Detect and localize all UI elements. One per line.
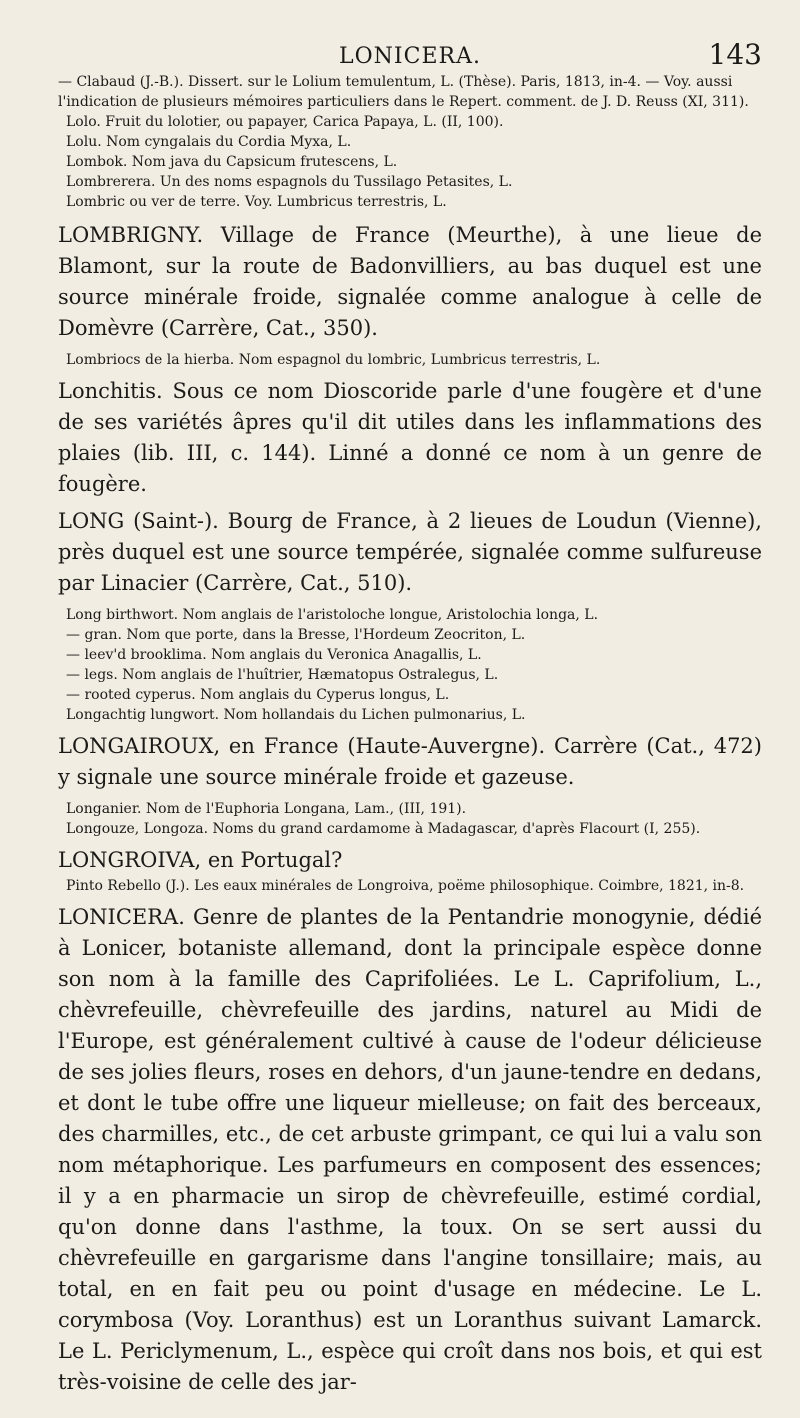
entry-lombriocs: Lombriocs de la hierba. Nom espagnol du lombric, Lumbricus terrestris, L. — [66, 352, 601, 368]
entry-long-birthwort: Long birthwort. Nom anglais de l'aristoloche longue, Aristolochia longa, L. — [66, 607, 599, 623]
entry-lolo: Lolo. Fruit du lolotier, ou papayer, Carica Papaya, L. (II, 100). — [66, 114, 504, 130]
entry-longanier: Longanier. Nom de l'Euphoria Longana, Lam., (III, 191). — [66, 801, 467, 817]
entry-long-saint: LONG (Saint-). Bourg de France, à 2 lieues de Loudun (Vienne), près duquel est une source tempérée, signalée comme sulfureuse par Linacier (Carrère, Cat., 510). — [58, 509, 762, 595]
entry-rooted-cyperus: — rooted cyperus. Nom anglais du Cyperus longus, L. — [66, 687, 450, 703]
entry-leevd-brooklima: — leev'd brooklima. Nom anglais du Veronica Anagallis, L. — [66, 647, 482, 663]
reference-pinto-rebello: Pinto Rebello (J.). Les eaux minérales de Longroiva, poëme philosophique. Coimbre, 1821, in-8. — [66, 878, 745, 894]
entry-lombok: Lombok. Nom java du Capsicum frutescens, L. — [66, 154, 398, 170]
entry-lombric: Lombric ou ver de terre. Voy. Lumbricus terrestris, L. — [66, 194, 447, 210]
entry-lonchitis: Lonchitis. Sous ce nom Dioscoride parle d'une fougère et d'une de ses variétés âpres qu'il dit utiles dans les inflammations des plaies (lib. III, c. 144). Linné a donné ce nom à un genre de fougère. — [58, 379, 762, 496]
page-number: 143 — [708, 38, 762, 71]
reference-clabaud: — Clabaud (J.-B.). Dissert. sur le Lolium temulentum, L. (Thèse). Paris, 1813, in-4. — Voy. aussi l'indication de plusieurs mémoires particuliers dans le Repert. comment. de J. D. Reuss (XI, 311). — [58, 74, 749, 110]
entry-long-gran: — gran. Nom que porte, dans la Bresse, l'Hordeum Zeocriton, L. — [66, 627, 526, 643]
entry-lonicera: LONICERA. Genre de plantes de la Pentandrie monogynie, dédié à Lonicer, botaniste allemand, dont la principale espèce donne son nom à la famille des Caprifoliées. Le L. Caprifolium, L., chèvrefeuille, chèvrefeuille des jardins, naturel au Midi de l'Europe, est généralement cultivé à cause de l'odeur délicieuse de ses jolies fleurs, roses en dehors, d'un jaune-tendre en dedans, et dont le tube offre une liqueur mielleuse; on fait des berceaux, des charmilles, etc., de cet arbuste grimpant, ce qui lui a valu son nom métaphorique. Les parfumeurs en composent des essences; il y a en pharmacie un sirop de chèvrefeuille, estimé cordial, qu'on donne dans l'asthme, la toux. On se sert aussi du chèvrefeuille en gargarisme dans l'angine tonsillaire; mais, au total, en en fait peu ou point d'usage en médecine. Le L. corymbosa (Voy. Loranthus) est un Loranthus suivant Lamarck. Le L. Periclymenum, L., espèce qui croît dans nos bois, et qui est très-voisine de celle des jar- — [58, 905, 762, 1394]
entry-lombrigny: LOMBRIGNY. Village de France (Meurthe), à une lieue de Blamont, sur la route de Badonvilliers, au bas duquel est une source minérale froide, signalée comme analogue à celle de Domèvre (Carrère, Cat., 350). — [58, 223, 762, 340]
entry-legs: — legs. Nom anglais de l'huîtrier, Hæmatopus Ostralegus, L. — [66, 667, 499, 683]
page-header — [58, 36, 762, 72]
running-head: LONICERA. — [339, 44, 481, 69]
entry-lolu: Lolu. Nom cyngalais du Cordia Myxa, L. — [66, 134, 352, 150]
entry-longachtig-lungwort: Longachtig lungwort. Nom hollandais du Lichen pulmonarius, L. — [66, 707, 526, 723]
entry-longouze: Longouze, Longoza. Noms du grand cardamome à Madagascar, d'après Flacourt (I, 255). — [66, 821, 701, 837]
entry-lombrerera: Lombrerera. Un des noms espagnols du Tussilago Petasites, L. — [66, 174, 513, 190]
entry-longairoux: LONGAIROUX, en France (Haute-Auvergne). Carrère (Cat., 472) y signale une source minérale froide et gazeuse. — [58, 734, 762, 789]
entry-longroiva: LONGROIVA, en Portugal? — [58, 848, 343, 872]
